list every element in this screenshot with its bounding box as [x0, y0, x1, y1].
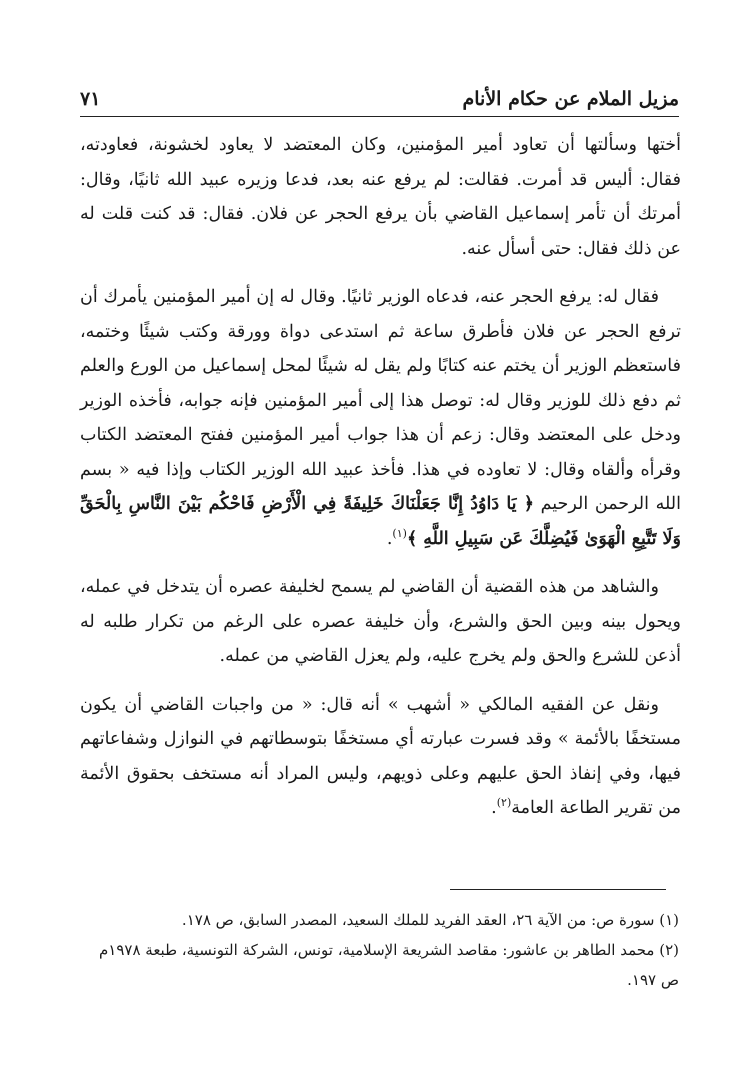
paragraph-2 — [80, 280, 681, 556]
paragraph-3 — [80, 570, 681, 674]
running-title: مزيل الملام عن حكام الأنام — [462, 88, 679, 110]
paragraph-1-text: أختها وسألتها أن تعاود أمير المؤمنين، وكان المعتضد لا يعاود لخشونة، فعاودته، فقال: أليس قد أمرت. فقالت: لم يرفع عنه بعد، فدعا وزيره عبيد الله ثانيًا، وقال: أمرتك أن تأمر إسماعيل القاضي بأن يرفع الحجر عن فلان. فقال: قد كنت قلت له عن ذلك فقال: حتى أسأل عنه. — [80, 135, 681, 259]
paragraph-4 — [80, 688, 681, 826]
footnote-ref-1[interactable]: (١) — [392, 526, 407, 540]
footnote-1: (١) سورة ص: من الآية ٢٦، العقد الفريد للملك السعيد، المصدر السابق، ص ١٧٨. — [181, 911, 679, 929]
footnote-ref-2[interactable]: (٢) — [496, 796, 512, 810]
paragraph-3-text: والشاهد من هذه القضية أن القاضي لم يسمح لخليفة عصره أن يتدخل في عمله، ويحول بينه وبين الحق والشرع، وأن خليفة عصره على الرغم من تكرار طلبه له أذعن للشرع والحق ولم يخرج عليه، ولم يعزل القاضي من عمله. — [80, 577, 681, 666]
paragraph-1 — [80, 128, 681, 266]
quran-verse: ﴿ يَا دَاوُدُ إِنَّا جَعَلْنَاكَ خَلِيفَةً فِي الْأَرْضِ فَاحْكُم بَيْنَ النَّاسِ بِالْحَقِّ وَلَا تَتَّبِعِ الْهَوَىٰ فَيُضِلَّكَ عَن سَبِيلِ اللَّهِ ﴾ — [80, 494, 681, 549]
footnote-divider — [450, 889, 666, 890]
running-header — [80, 82, 679, 117]
paragraph-2-tail: . — [386, 528, 393, 549]
page-number: ٧١ — [80, 88, 101, 110]
footnotes — [80, 905, 679, 995]
paragraph-4-tail: . — [491, 798, 497, 818]
footnote-2: (٢) محمد الطاهر بن عاشور: مقاصد الشريعة الإسلامية، تونس، الشركة التونسية، طبعة ١٩٧٨م ص ١٩٧. — [98, 941, 679, 989]
paragraph-2-text: فقال له: يرفع الحجر عنه، فدعاه الوزير ثانيًا. وقال له إن أمير المؤمنين يأمرك أن ترفع الحجر عن فلان فأطرق ساعة ثم استدعى دواة وورقة وكتب شيئًا وختمه، فاستعظم الوزير أن يختم عنه كتابًا ولم يقل له شيئًا لمحل إسماعيل من الورع والعلم ثم دفع ذلك للوزير وقال له: توصل هذا إلى أمير المؤمنين فإنه جوابه، فأخذه الوزير ودخل على المعتضد وقال: زعم أن هذا جواب أمير المؤمنين ففتح المعتضد الكتاب وقرأه وألقاه وقال: لا تعاوده في هذا. فأخذ عبيد الله الوزير الكتاب وإذا فيه « بسم الله الرحمن الرحيم — [80, 287, 682, 514]
main-text — [80, 128, 681, 840]
paragraph-4-text: ونقل عن الفقيه المالكي « أشهب » أنه قال: « من واجبات القاضي أن يكون مستخفًا بالأئمة » وقد فسرت عبارته أي مستخفًا بتوسطاتهم في النوازل وشفاعاتهم فيها، وفي إنفاذ الحق عليهم وعلى ذويهم، وليس المراد أنه مستخف بحقوق الأئمة من تقرير الطاعة العامة — [80, 694, 681, 818]
